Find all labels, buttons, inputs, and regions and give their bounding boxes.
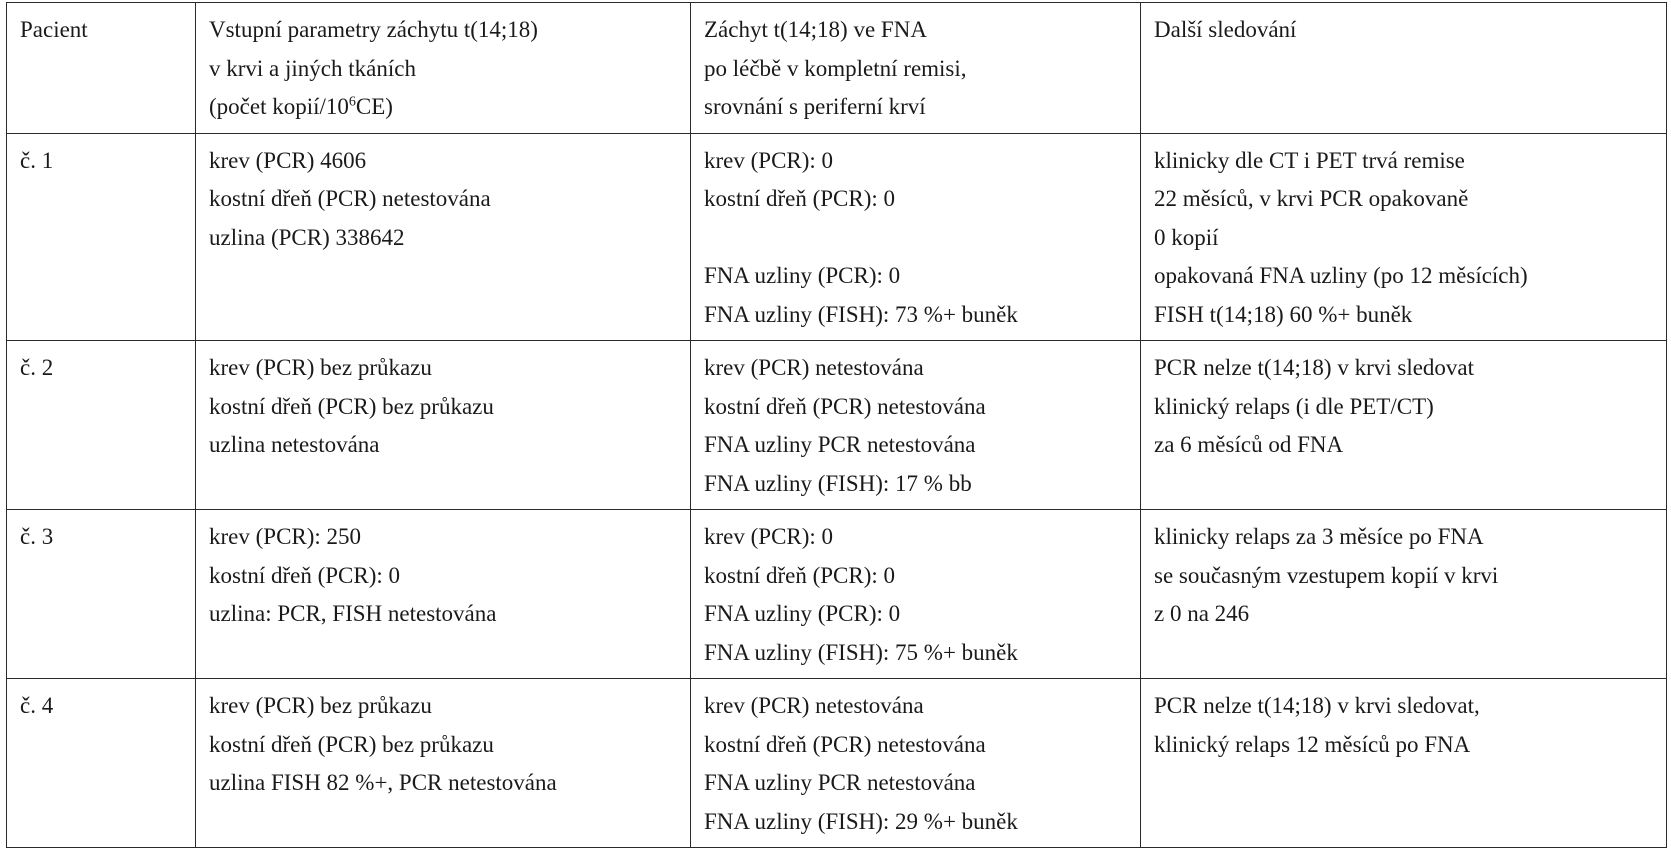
cell-patient xyxy=(7,679,196,848)
header-units-exponent: 6 xyxy=(348,94,356,110)
cell-line: kostní dřeň (PCR): 0 xyxy=(704,186,896,211)
cell-line: PCR nelze t(14;18) v krvi sledovat xyxy=(1154,355,1475,380)
cell-fna-detection xyxy=(691,510,1141,679)
cell-input-params xyxy=(196,341,691,510)
cell-input-params xyxy=(196,510,691,679)
cell-line: klinický relaps 12 měsíců po FNA xyxy=(1154,731,1471,757)
table-row xyxy=(7,679,1667,848)
cell-line: klinický relaps (i dle PET/CT) xyxy=(1154,393,1434,419)
header-fna-detection xyxy=(691,3,1141,134)
cell-line: kostní dřeň (PCR) netestována xyxy=(704,393,986,419)
header-fna-line: srovnání s periferní krví xyxy=(704,94,926,119)
cell-followup xyxy=(1141,679,1667,848)
header-patient xyxy=(7,3,196,134)
results-table-container xyxy=(6,2,1666,848)
cell-line: krev (PCR) netestována xyxy=(704,355,924,380)
cell-line: uzlina netestována xyxy=(209,432,380,457)
cell-line: se současným vzestupem kopií v krvi xyxy=(1154,562,1499,588)
cell-line: FNA uzliny (FISH): 73 %+ buněk xyxy=(704,301,1018,327)
cell-line: kostní dřeň (PCR): 0 xyxy=(209,562,401,588)
cell-line: kostní dřeň (PCR) netestována xyxy=(704,731,986,757)
cell-patient xyxy=(7,510,196,679)
table-row xyxy=(7,510,1667,679)
cell-line: uzlina (PCR) 338642 xyxy=(209,224,405,250)
cell-line: FISH t(14;18) 60 %+ buněk xyxy=(1154,301,1413,327)
cell-line: 22 měsíců, v krvi PCR opakovaně xyxy=(1154,186,1469,211)
header-fna-line: Záchyt t(14;18) ve FNA xyxy=(704,17,927,42)
cell-line: kostní dřeň (PCR): 0 xyxy=(704,562,896,588)
cell-line: kostní dřeň (PCR) bez průkazu xyxy=(209,731,494,757)
cell-input-params xyxy=(196,679,691,848)
cell-line: z 0 na 246 xyxy=(1154,601,1250,626)
cell-line: za 6 měsíců od FNA xyxy=(1154,432,1344,457)
cell-line: opakovaná FNA uzliny (po 12 měsících) xyxy=(1154,263,1528,288)
patient-id: č. 4 xyxy=(20,693,54,718)
cell-line: krev (PCR) 4606 xyxy=(209,147,367,173)
cell-line: FNA uzliny (PCR): 0 xyxy=(704,601,901,626)
cell-followup xyxy=(1141,133,1667,341)
patient-id: č. 1 xyxy=(20,147,54,173)
cell-followup xyxy=(1141,341,1667,510)
cell-line: krev (PCR) bez průkazu xyxy=(209,355,432,380)
cell-line: klinicky relaps za 3 měsíce po FNA xyxy=(1154,524,1484,549)
cell-line: FNA uzliny (FISH): 75 %+ buněk xyxy=(704,639,1018,665)
header-followup-line: Další sledování xyxy=(1154,17,1297,42)
table-header-row xyxy=(7,3,1667,134)
cell-line: krev (PCR) bez průkazu xyxy=(209,693,432,718)
cell-line: krev (PCR): 250 xyxy=(209,524,362,549)
cell-followup xyxy=(1141,510,1667,679)
cell-line: uzlina: PCR, FISH netestována xyxy=(209,601,497,626)
cell-patient xyxy=(7,341,196,510)
cell-patient xyxy=(7,133,196,341)
cell-line: 0 kopií xyxy=(1154,224,1219,250)
cell-line-blank xyxy=(704,219,1134,258)
cell-line: FNA uzliny (FISH): 17 % bb xyxy=(704,470,972,496)
header-input-units xyxy=(209,88,684,127)
cell-line: krev (PCR): 0 xyxy=(704,524,834,549)
header-input-params xyxy=(196,3,691,134)
cell-line: krev (PCR): 0 xyxy=(704,147,834,173)
table-row xyxy=(7,341,1667,510)
header-units-prefix: (počet kopií/10 xyxy=(209,94,349,119)
cell-line: klinicky dle CT i PET trvá remise xyxy=(1154,147,1465,173)
cell-line: kostní dřeň (PCR) netestována xyxy=(209,186,491,211)
patient-id: č. 3 xyxy=(20,524,54,549)
cell-line: PCR nelze t(14;18) v krvi sledovat, xyxy=(1154,693,1480,718)
header-units-suffix: CE) xyxy=(355,94,393,119)
cell-fna-detection xyxy=(691,679,1141,848)
header-followup xyxy=(1141,3,1667,134)
cell-fna-detection xyxy=(691,133,1141,341)
cell-fna-detection xyxy=(691,341,1141,510)
cell-line: krev (PCR) netestována xyxy=(704,693,924,718)
cell-line: FNA uzliny PCR netestována xyxy=(704,432,976,457)
patient-id: č. 2 xyxy=(20,355,54,380)
cell-line: FNA uzliny (FISH): 29 %+ buněk xyxy=(704,808,1018,834)
header-input-line: v krvi a jiných tkáních xyxy=(209,55,416,81)
cell-line: uzlina FISH 82 %+, PCR netestována xyxy=(209,770,557,795)
cell-line: FNA uzliny (PCR): 0 xyxy=(704,263,901,288)
table-row xyxy=(7,133,1667,341)
header-input-line: Vstupní parametry záchytu t(14;18) xyxy=(209,17,538,42)
cell-line: FNA uzliny PCR netestována xyxy=(704,770,976,795)
cell-input-params xyxy=(196,133,691,341)
results-table xyxy=(6,2,1667,848)
header-patient-label: Pacient xyxy=(20,17,88,42)
header-fna-line: po léčbě v kompletní remisi, xyxy=(704,55,967,81)
cell-line: kostní dřeň (PCR) bez průkazu xyxy=(209,393,494,419)
